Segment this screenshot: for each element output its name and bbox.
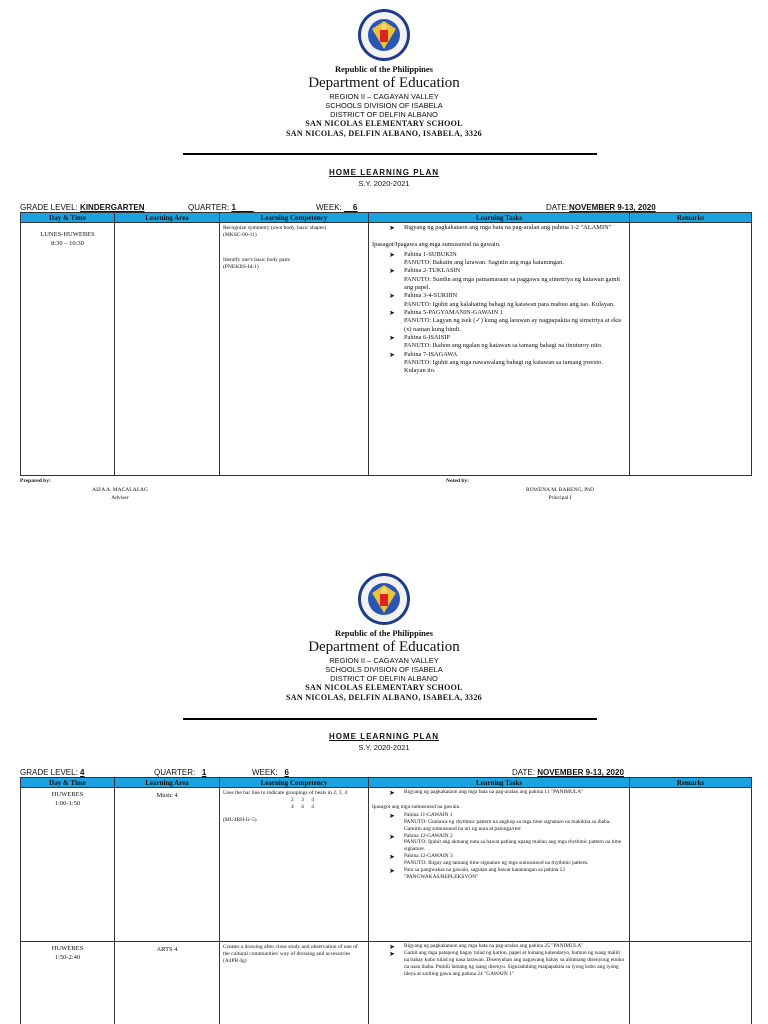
col-learning-competency: Learning Competency bbox=[220, 778, 369, 788]
grade-label: GRADE LEVEL: bbox=[20, 768, 78, 777]
arrow-bullet-icon: ➤ bbox=[389, 250, 395, 259]
date-label: DATE: bbox=[512, 768, 535, 777]
col-remarks: Remarks bbox=[630, 778, 752, 788]
remarks-cell bbox=[630, 223, 752, 476]
table-row bbox=[21, 942, 752, 1024]
competency-cell bbox=[220, 942, 369, 1024]
task-item: ➤ Pahina 12-GAWAIN 2 bbox=[389, 832, 453, 841]
task-direction: PANUTO: Gumawa ng rhythmic pattern na angkop sa mga time signature na makikita sa ibaba. Gamitin ang sumusunod na uri ng nota at pahinga/rest bbox=[404, 818, 611, 832]
date-value: NOVEMBER 9-13, 2020 bbox=[568, 203, 656, 212]
learning-plan-table bbox=[20, 212, 752, 476]
col-learning-tasks: Learning Tasks bbox=[369, 213, 630, 223]
task-item: ➤ Pahina 6-ISAISIP bbox=[389, 333, 450, 342]
time-text: 1:50-2:40 bbox=[54, 953, 81, 961]
col-learning-competency: Learning Competency bbox=[220, 213, 369, 223]
department-title: Department of Education bbox=[308, 639, 460, 656]
competency-text: Recognize symmetry (own body, basic shapes) bbox=[223, 225, 327, 231]
task-item: ➤ Pahina 5-PAGYAMANIN-GAWAIN 1 bbox=[389, 308, 504, 317]
arrow-bullet-icon: ➤ bbox=[389, 350, 395, 359]
arrow-bullet-icon: ➤ bbox=[389, 867, 395, 876]
arrow-bullet-icon: ➤ bbox=[389, 308, 395, 317]
arrow-bullet-icon: ➤ bbox=[389, 267, 395, 276]
plan-title: HOME LEARNING PLAN bbox=[329, 168, 439, 177]
task-item: ➤ Pahina 3-4-SURIIIN bbox=[389, 292, 458, 301]
plan-heading bbox=[0, 168, 768, 189]
arrow-bullet-icon: ➤ bbox=[389, 949, 395, 958]
grade-value: 4 bbox=[80, 768, 85, 777]
school-year: S.Y. 2020-2021 bbox=[358, 178, 410, 188]
table-row bbox=[21, 223, 752, 476]
day-time-cell bbox=[21, 788, 115, 942]
competency-code: (PNEKBS-Id-1) bbox=[223, 264, 259, 271]
noted-by-role: Principal I bbox=[548, 495, 572, 501]
col-learning-area: Learning Area bbox=[115, 213, 220, 223]
division-line: SCHOOLS DIVISION OF ISABELA bbox=[325, 665, 443, 675]
arrow-bullet-icon: ➤ bbox=[389, 333, 395, 342]
prepared-by-label: Prepared by: bbox=[20, 478, 51, 484]
remarks-cell bbox=[630, 942, 752, 1024]
date-label: DATE: bbox=[546, 203, 569, 212]
task-item: ➤ Pahina 2-TUKLASIN bbox=[389, 267, 461, 276]
time-signature-bottom: 4 4 4 bbox=[291, 804, 317, 811]
task-item: ➤ Pahina 1-SUBUKIN bbox=[389, 250, 457, 259]
quarter-value: 1 bbox=[231, 203, 236, 212]
learning-tasks-cell bbox=[369, 942, 630, 1024]
learning-tasks-cell bbox=[369, 788, 630, 942]
week-label: WEEK: bbox=[252, 768, 278, 777]
republic-line: Republic of the Philippines bbox=[334, 64, 433, 74]
col-learning-tasks: Learning Tasks bbox=[369, 778, 630, 788]
school-year: S.Y. 2020-2021 bbox=[358, 742, 410, 752]
day-text: LUNES-HUWEBES bbox=[40, 231, 95, 238]
header-divider bbox=[183, 718, 597, 720]
learning-area-cell: Music 4 bbox=[115, 788, 220, 942]
task-direction: PANUTO: Lagyan ng tsek (✓) kung ang larawan ay nagpapakita ng simetriya at ekis (x) naman kung hindi. bbox=[404, 317, 622, 333]
date-value: NOVEMBER 9-13, 2020 bbox=[537, 768, 624, 777]
plan-title: HOME LEARNING PLAN bbox=[329, 732, 439, 741]
competency-cell bbox=[220, 223, 369, 476]
grade-value: KINDERGARTEN bbox=[80, 203, 145, 212]
task-direction: PANUTO: Iguhit ang kalahating bahagi ng katawan para mabuo ang tao. Kulayan. bbox=[404, 300, 615, 308]
competency-code: (A4PR-Ig) bbox=[223, 958, 247, 965]
noted-by-label: Noted by: bbox=[446, 478, 470, 484]
arrow-bullet-icon: ➤ bbox=[389, 943, 395, 951]
arrow-bullet-icon: ➤ bbox=[389, 853, 395, 862]
school-name: SAN NICOLAS ELEMENTARY SCHOOL bbox=[305, 119, 463, 129]
task-instruction: Ipasagot ang mga sumusunod na gawain. bbox=[372, 803, 461, 810]
task-item: ➤ Pahina 12-GAWAIN 3 bbox=[389, 853, 453, 862]
prepared-by-name: AIZA A. MACALALAG bbox=[92, 487, 148, 493]
learning-area-cell: ARTS 4 bbox=[115, 942, 220, 1024]
letterhead bbox=[0, 628, 768, 702]
task-item: ➤ Bigyang ng pagkakataon ang mga bata na pag-aralan ang pahina 25 "PANIMULA" bbox=[389, 943, 584, 951]
week-value: 6 bbox=[352, 203, 358, 212]
task-direction: PANUTO: Iguhit ang mga nawawalang bahagi ng katawan sa tamang pwesto. Kulayan ito. bbox=[404, 358, 603, 375]
col-day-time: Day & Time bbox=[21, 778, 115, 788]
school-address: SAN NICOLAS, DELFIN ALBANO, ISABELA, 3326 bbox=[286, 692, 482, 702]
time-signature-top: 2 3 4 bbox=[291, 797, 317, 804]
quarter-label: QUARTER: bbox=[154, 768, 196, 777]
plan-heading bbox=[0, 732, 768, 753]
district-line: DISTRICT OF DELFIN ALBANO bbox=[330, 674, 438, 684]
noted-by-name: ROWENA M. BARENG, PhD bbox=[526, 487, 594, 493]
school-address: SAN NICOLAS, DELFIN ALBANO, ISABELA, 3326 bbox=[286, 128, 482, 138]
arrow-bullet-icon: ➤ bbox=[389, 789, 395, 797]
table-row bbox=[21, 788, 752, 942]
division-line: SCHOOLS DIVISION OF ISABELA bbox=[325, 101, 443, 111]
quarter-label: QUARTER: bbox=[188, 203, 230, 212]
deped-seal-icon bbox=[357, 572, 411, 626]
task-item: ➤ Pahina 11-GAWAIN 1 bbox=[389, 811, 453, 820]
time-text: 1:00-1:50 bbox=[54, 799, 81, 807]
learning-tasks-cell bbox=[369, 223, 630, 476]
col-remarks: Remarks bbox=[630, 213, 752, 223]
table-header-row bbox=[21, 213, 752, 223]
quarter-value: 1 bbox=[201, 768, 207, 777]
week-label: WEEK: bbox=[316, 203, 342, 212]
task-direction: PANUTO: Bakatin ang larawan. Sagutin ang mga katanungan. bbox=[404, 258, 564, 266]
col-day-time: Day & Time bbox=[21, 213, 115, 223]
arrow-bullet-icon: ➤ bbox=[389, 224, 395, 232]
table-header-row bbox=[21, 778, 752, 788]
deped-seal-icon bbox=[357, 8, 411, 62]
republic-line: Republic of the Philippines bbox=[334, 628, 433, 638]
department-title: Department of Education bbox=[308, 75, 460, 92]
day-time-cell bbox=[21, 223, 115, 476]
task-direction: PANUTO: Ikahon ang ngalan ng katawan sa tamang bahagi na tinuturoy nito. bbox=[404, 342, 603, 350]
task-item: ➤ Gamit ang mga patapong bagay tulad ng karton, papel at lumang kalendaryo, bumuo ng isang maliit na bahay kubo tulad ng nasa larawan. Disenyuhan ang nagawang bahay sa alinmang disenyong etniko na nasa ibaba. Pumili lamang ng isang disenyo. Siguraduhing maipapakita sa iyong kubo ang iyong ideya at sariling gawa ang pahina 24 "GAWAIN 1" bbox=[389, 949, 625, 977]
task-item: ➤ Bigyang ng pagkakataon ang mga bata na pag-aralan ang pahina 1-2 "ALAMIN" bbox=[389, 224, 612, 232]
region-line: REGION II – CAGAYAN VALLEY bbox=[329, 92, 439, 102]
arrow-bullet-icon: ➤ bbox=[389, 292, 395, 301]
school-name: SAN NICOLAS ELEMENTARY SCHOOL bbox=[305, 683, 463, 693]
remarks-cell bbox=[630, 788, 752, 942]
competency-cell bbox=[220, 788, 369, 942]
arrow-bullet-icon: ➤ bbox=[389, 811, 395, 820]
region-line: REGION II – CAGAYAN VALLEY bbox=[329, 656, 439, 666]
task-direction: PANUTO: Iguhit ang akmang nota sa bawat patlang upang mabuo ang mga rhythmic pattern na time signature. bbox=[404, 839, 622, 853]
time-text: 8:30 – 10:30 bbox=[51, 239, 84, 247]
day-time-cell bbox=[21, 942, 115, 1024]
competency-code: (MU4RH-Ic-5) bbox=[223, 817, 257, 824]
task-direction: PANUTO: Ibigay ang tamang time signature ng mga sumusunod na rhythmic pattern. bbox=[404, 860, 589, 867]
district-line: DISTRICT OF DELFIN ALBANO bbox=[330, 110, 438, 120]
arrow-bullet-icon: ➤ bbox=[389, 832, 395, 841]
plan-page-grade-4 bbox=[0, 566, 768, 1024]
learning-plan-table bbox=[20, 777, 752, 1024]
col-learning-area: Learning Area bbox=[115, 778, 220, 788]
competency-text: Creates a drawing after close study and observation of one of the cultural communities' way of dressing and accessories bbox=[223, 944, 358, 958]
grade-label: GRADE LEVEL: bbox=[20, 203, 78, 212]
day-text: HUWEBES bbox=[51, 945, 84, 952]
task-item: ➤ Bigyang ng pagkakataon ang mga bata na pag-aralan ang pahina 11 "PANIMULA" bbox=[389, 789, 584, 797]
learning-area-cell bbox=[115, 223, 220, 476]
week-value: 6 bbox=[284, 768, 289, 777]
competency-text: Uses the bar line to indicate groupings of beats in 2, 3, 4 bbox=[223, 790, 348, 796]
task-direction: PANUTO: Sundin ang mga pamamaraan sa paggawa ng simetriya ng katawan gamit ang papel. bbox=[404, 275, 620, 291]
task-item: ➤ Para sa pangwakas na gawain, sagutan ang bawat katanungan sa pahina 12 "PANGWAKAS/REPLEKSYON" bbox=[389, 867, 566, 880]
competency-text: Identify one's basic body parts bbox=[223, 257, 290, 264]
header-divider bbox=[183, 153, 597, 155]
task-instruction: Ipasagot/Ipagawa ang mga sumusunod na gawain. bbox=[372, 241, 501, 249]
competency-code: (MKSC-00-11) bbox=[223, 232, 257, 239]
prepared-by-role: Adviser bbox=[111, 495, 129, 501]
task-item: ➤ Pahina 7-ISAGAWA bbox=[389, 350, 458, 359]
letterhead bbox=[0, 64, 768, 138]
day-text: HUWEBES bbox=[51, 791, 84, 798]
